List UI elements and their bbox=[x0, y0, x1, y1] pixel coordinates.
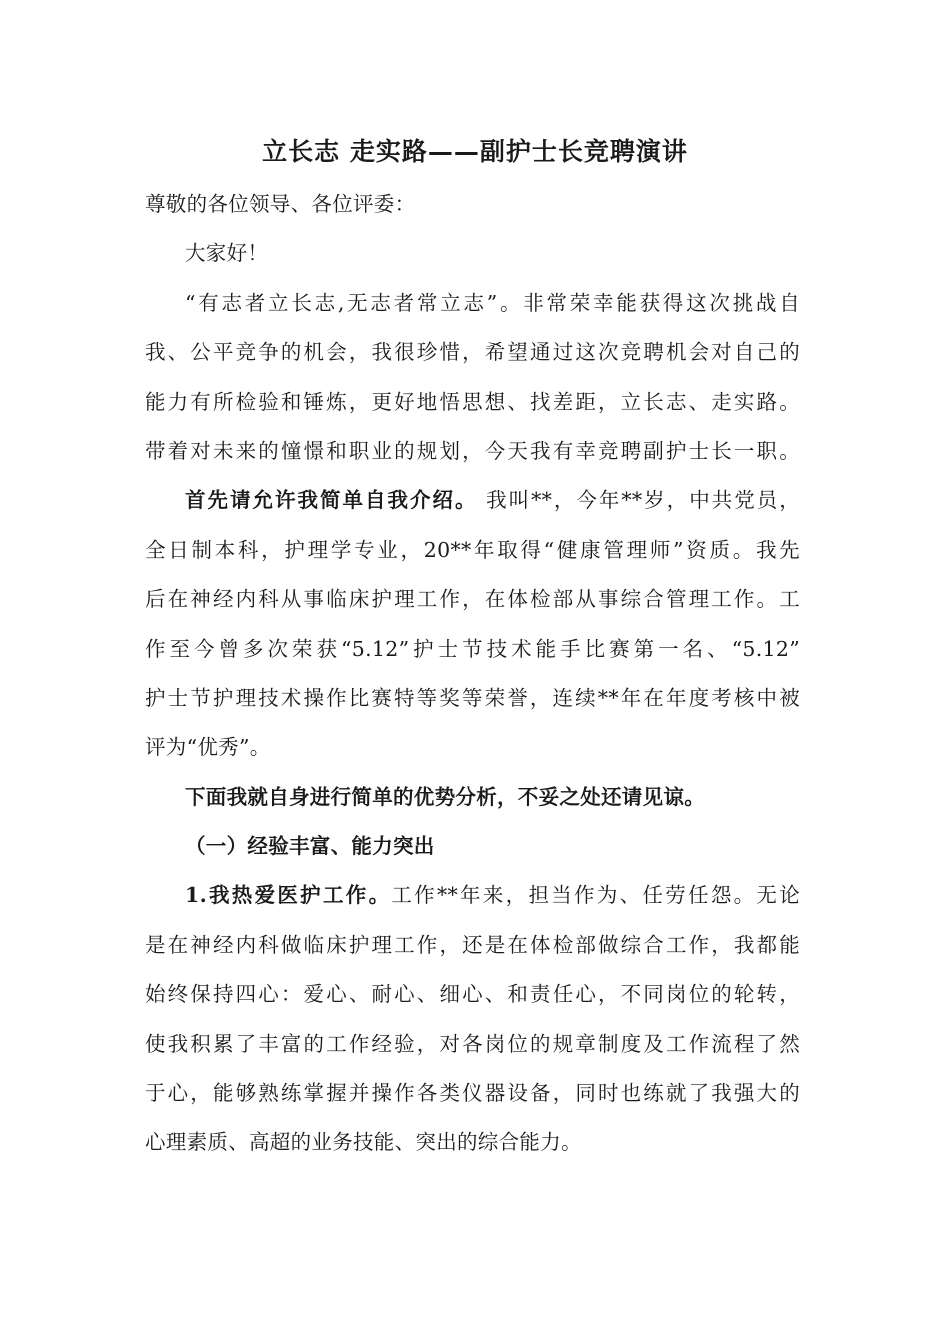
text-run: 工作**年来，担当作为、任劳任怨。无论 bbox=[391, 883, 800, 908]
bold-text: （一）经验丰富、能力突出 bbox=[185, 834, 435, 859]
text-run: 始终保持四心：爱心、耐心、细心、和责任心，不同岗位的轮转， bbox=[145, 982, 800, 1007]
text-run: 心理素质、高超的业务技能、突出的综合能力。 bbox=[145, 1130, 582, 1155]
text-line bbox=[145, 970, 800, 1019]
text-line bbox=[145, 1020, 800, 1069]
text-line bbox=[145, 723, 800, 772]
document-title: 立长志 走实路——副护士长竞聘演讲 bbox=[262, 137, 688, 166]
text-run: 护士节护理技术操作比赛特等奖等荣誉，连续**年在年度考核中被 bbox=[145, 685, 800, 710]
text-line bbox=[145, 674, 800, 723]
text-run: 能力有所检验和锤炼，更好地悟思想、找差距，立长志、走实路。 bbox=[145, 389, 800, 414]
text-line bbox=[145, 822, 800, 871]
text-run: 我、公平竞争的机会，我很珍惜，希望通过这次竞聘机会对自己的 bbox=[145, 340, 800, 365]
text-line bbox=[145, 476, 800, 525]
bold-text: 首先请允许我简单自我介绍。 bbox=[185, 488, 478, 513]
text-run: 作至今曾多次荣获“5.12”护士节技术能手比赛第一名、“5.12” bbox=[145, 636, 800, 661]
text-line bbox=[145, 279, 800, 328]
text-line bbox=[145, 427, 800, 476]
text-run: 后在神经内科从事临床护理工作，在体检部从事综合管理工作。工 bbox=[145, 587, 800, 612]
text-run: 尊敬的各位领导、各位评委： bbox=[145, 192, 416, 216]
text-line bbox=[145, 328, 800, 377]
text-line bbox=[145, 378, 800, 427]
text-line bbox=[145, 180, 800, 229]
text-line bbox=[145, 871, 800, 920]
text-run: 评为“优秀”。 bbox=[145, 735, 271, 760]
text-line bbox=[145, 575, 800, 624]
text-line bbox=[145, 773, 800, 822]
text-line bbox=[145, 625, 800, 674]
text-run: 我叫**，今年**岁，中共党员， bbox=[477, 488, 800, 513]
text-run: 于心，能够熟练掌握并操作各类仪器设备，同时也练就了我强大的 bbox=[145, 1081, 800, 1106]
text-line bbox=[145, 526, 800, 575]
text-run: “有志者立长志,无志者常立志”。非常荣幸能获得这次挑战自 bbox=[185, 290, 800, 315]
text-run: 全日制本科，护理学专业，20**年取得“健康管理师”资质。我先 bbox=[145, 537, 800, 562]
text-run: 使我积累了丰富的工作经验，对各岗位的规章制度及工作流程了然 bbox=[145, 1031, 800, 1056]
document-body bbox=[145, 180, 800, 1168]
bold-text: 下面我就自身进行简单的优势分析，不妥之处还请见谅。 bbox=[185, 784, 705, 809]
text-run: 大家好！ bbox=[185, 241, 269, 266]
text-run: 带着对未来的憧憬和职业的规划，今天我有幸竞聘副护士长一职。 bbox=[145, 438, 800, 463]
text-line bbox=[145, 921, 800, 970]
text-line bbox=[145, 229, 800, 278]
bold-text: 1.我热爱医护工作。 bbox=[185, 883, 392, 908]
text-line bbox=[145, 1118, 800, 1167]
text-line bbox=[145, 1069, 800, 1118]
text-run: 是在神经内科做临床护理工作，还是在体检部做综合工作，我都能 bbox=[145, 932, 800, 957]
